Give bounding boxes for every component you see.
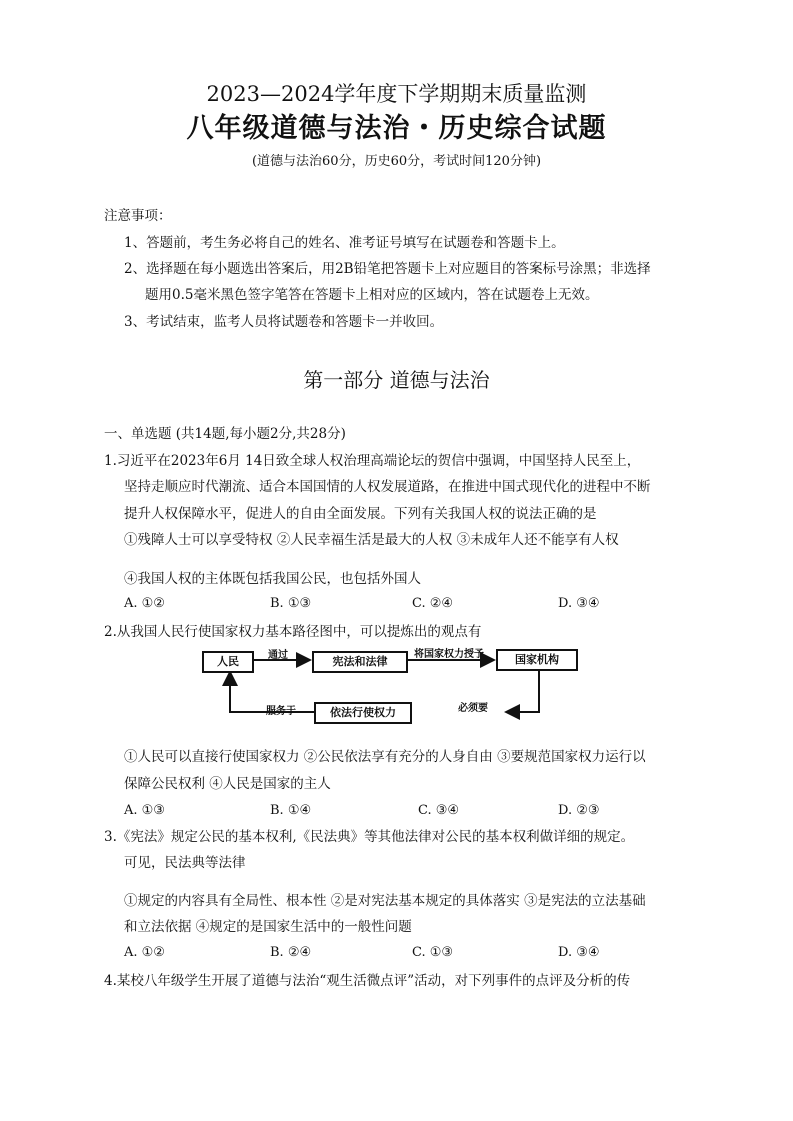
box-exercise-power: 依法行使权力 (314, 702, 412, 724)
q3-option-a: A. ①② (124, 945, 165, 960)
q2-option-a: A. ①③ (124, 803, 165, 818)
label-grant: 将国家权力授予 (414, 649, 484, 660)
arrow-organs-down (506, 670, 539, 712)
q2-option-d: D. ②③ (558, 803, 600, 818)
exam-title-year: 2023—2024学年度下学期期末质量监测 (206, 82, 587, 106)
q1-line-2: 坚持走顺应时代潮流、适合本国国情的人权发展道路，在推进中国式现代化的进程中不断 (124, 479, 651, 495)
q1-option-d: D. ③④ (558, 596, 600, 611)
q2-option-b: B. ①④ (270, 803, 312, 818)
q1-option-b: B. ①③ (270, 596, 312, 611)
note-item-2: 2、选择题在每小题选出答案后，用2B铅笔把答题卡上对应题目的答案标号涂黑；非选择 (124, 261, 651, 277)
q1-line-4: ①残障人士可以享受特权 ②人民幸福生活是最大的人权 ③未成年人还不能享有人权 (124, 532, 619, 548)
q1-line-5: ④我国人权的主体既包括我国公民，也包括外国人 (124, 571, 421, 587)
part1-heading: 一、单选题 (共14题,每小题2分,共28分) (104, 426, 346, 442)
q3-line-2: 可见，民法典等法律 (124, 855, 246, 871)
box-constitution-law: 宪法和法律 (312, 651, 408, 673)
q3-option-c: C. ①③ (412, 945, 454, 960)
q3-option-b: B. ②④ (270, 945, 312, 960)
q2-stem: 2.从我国人民行使国家权力基本路径图中，可以提炼出的观点有 (104, 624, 482, 640)
power-path-diagram (196, 642, 586, 722)
q2-line-1: ①人民可以直接行使国家权力 ②公民依法享有充分的人身自由 ③要规范国家权力运行以 (124, 749, 646, 765)
q3-option-d: D. ③④ (558, 945, 600, 960)
q2-line-2: 保障公民权利 ④人民是国家的主人 (124, 776, 331, 792)
exam-subtitle: (道德与法治60分，历史60分，考试时间120分钟) (251, 154, 542, 169)
q1-line-1: 1.习近平在2023年6月 14日致全球人权治理高端论坛的贺信中强调，中国坚持人民至上， (104, 453, 641, 469)
q2-option-c: C. ③④ (418, 803, 460, 818)
q3-line-4: 和立法依据 ④规定的是国家生活中的一般性问题 (124, 919, 412, 935)
q3-line-1: 3.《宪法》规定公民的基本权利,《民法典》等其他法律对公民的基本权利做详细的规定。 (104, 829, 635, 845)
note-item-2-cont: 题用0.5毫米黑色签字笔答在答题卡上相对应的区域内，答在试题卷上无效。 (145, 287, 599, 303)
exam-title-subject: 八年级道德与法治・历史综合试题 (186, 113, 607, 144)
box-state-organs: 国家机构 (496, 649, 578, 671)
note-item-1: 1、答题前，考生务必将自己的姓名、准考证号填写在试题卷和答题卡上。 (124, 235, 565, 251)
note-item-3: 3、考试结束，监考人员将试题卷和答题卡一并收回。 (124, 314, 444, 330)
q1-option-c: C. ②④ (412, 596, 454, 611)
label-must: 必须要 (458, 703, 488, 714)
label-serve: 服务于 (266, 706, 296, 717)
notes-heading: 注意事项： (104, 208, 172, 224)
box-people: 人民 (202, 651, 254, 673)
label-through: 通过 (268, 650, 288, 661)
q1-line-3: 提升人权保障水平，促进人的自由全面发展。下列有关我国人权的说法正确的是 (124, 506, 597, 522)
q4-line-1: 4.某校八年级学生开展了道德与法治“观生活微点评”活动，对下列事件的点评及分析的传 (104, 973, 631, 989)
q1-option-a: A. ①② (124, 596, 165, 611)
section-title: 第一部分 道德与法治 (303, 368, 490, 392)
q3-line-3: ①规定的内容具有全局性、根本性 ②是对宪法基本规定的具体落实 ③是宪法的立法基础 (124, 893, 646, 909)
